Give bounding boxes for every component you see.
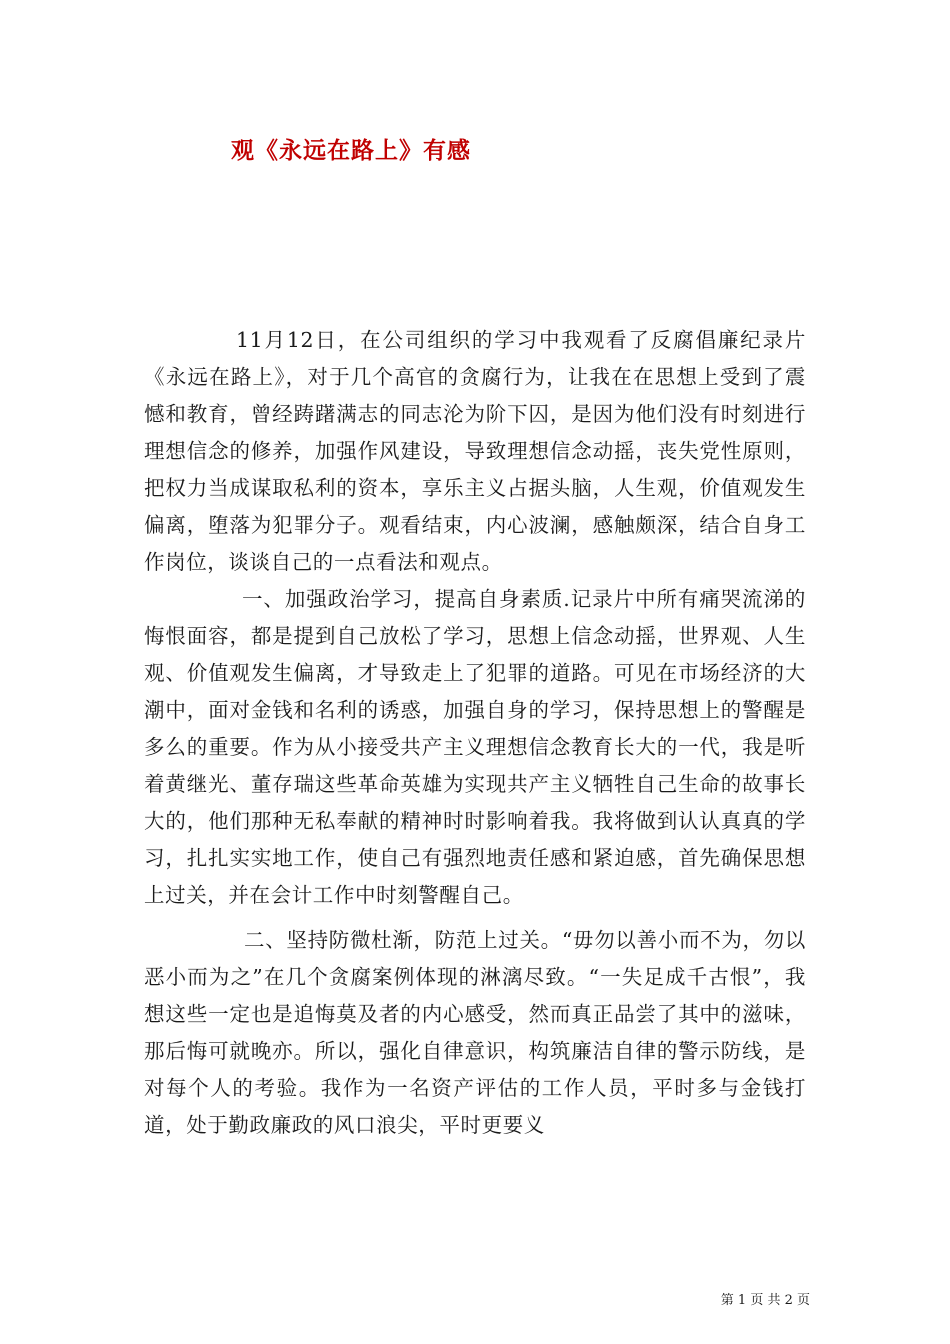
document-title: 观《永远在路上》有感 — [231, 137, 471, 164]
paragraph-intro: 11月12日，在公司组织的学习中我观看了反腐倡廉纪录片《永远在路上》，对于几个高官的贪腐行为，让我在在思想上受到了震憾和教育，曾经踌躇满志的同志沦为阶下囚，是因为他们没有时刻进行理想信念的修养，加强作风建设，导致理想信念动摇，丧失党性原则，把权力当成谋取私利的资本，享乐主义占据头脑，人生观，价值观发生偏离，堕落为犯罪分子。观看结束，内心波澜，感触颇深，结合自身工作岗位，谈谈自己的一点看法和观点。 — [144, 328, 806, 574]
page-number-footer: 第 1 页 共 2 页 — [720, 1293, 810, 1308]
paragraph-section-two: 二、坚持防微杜渐，防范上过关。“毋勿以善小而不为，勿以恶小而为之”在几个贪腐案例体现的淋漓尽致。“一失足成千古恨”，我想这些一定也是追悔莫及者的内心感受，然而真正品尝了其中的滋味，那后悔可就晚亦。所以，强化自律意识，构筑廉洁自律的警示防线，是对每个人的考验。我作为一名资产评估的工作人员，平时多与金钱打道，处于勤政廉政的风口浪尖，平时更要义 — [144, 928, 806, 1137]
paragraph-section-one: 一、加强政治学习，提高自身素质.记录片中所有痛哭流涕的悔恨面容，都是提到自己放松了学习，思想上信念动摇，世界观、人生观、价值观发生偏离，才导致走上了犯罪的道路。可见在市场经济的大潮中，面对金钱和名利的诱惑，加强自身的学习，保持思想上的警醒是多么的重要。作为从小接受共产主义理想信念教育长大的一代，我是听着黄继光、董存瑞这些革命英雄为实现共产主义牺牲自己生命的故事长大的，他们那种无私奉献的精神时时影响着我。我将做到认认真真的学习，扎扎实实地工作，使自己有强烈地责任感和紧迫感，首先确保思想上过关，并在会计工作中时刻警醒自己。 — [144, 587, 806, 907]
document-body — [144, 322, 806, 1144]
